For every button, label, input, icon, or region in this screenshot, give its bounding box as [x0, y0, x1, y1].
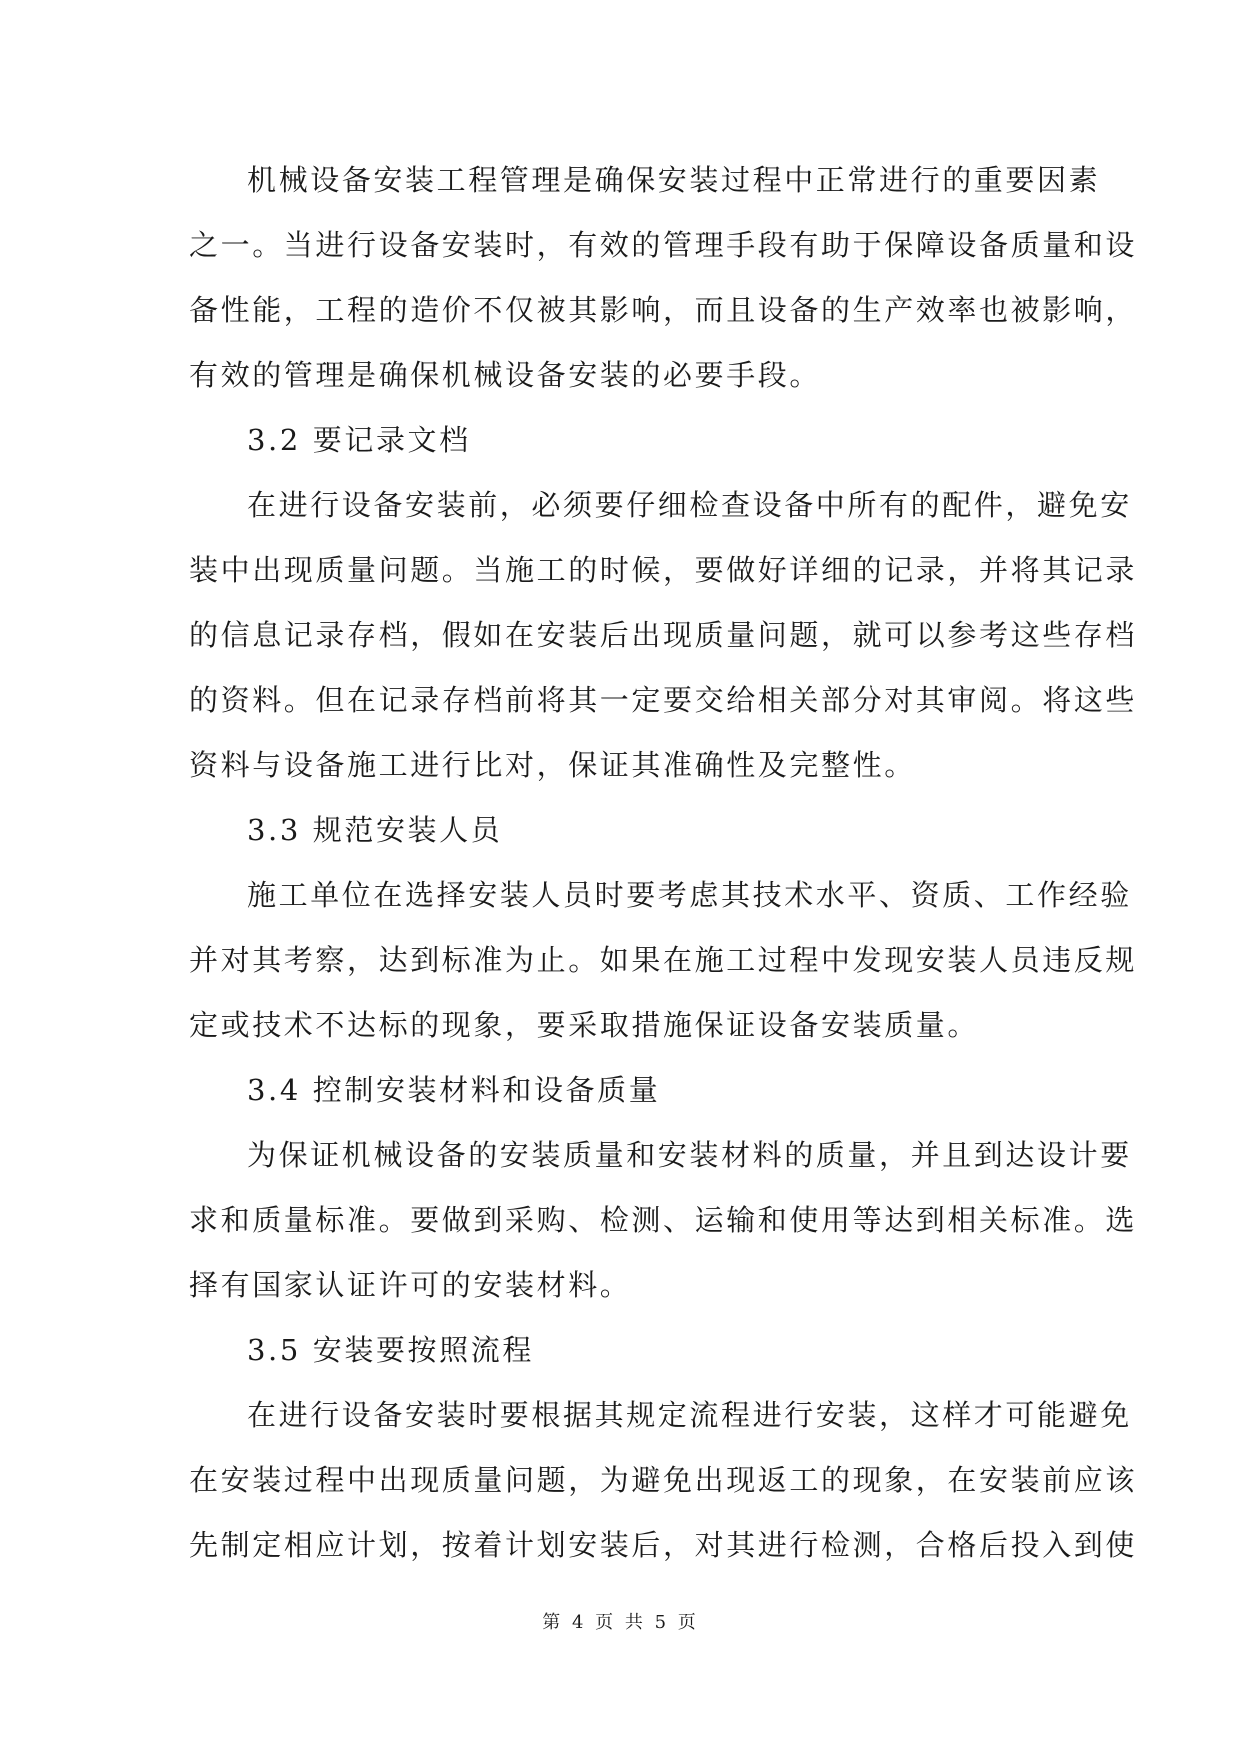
section-heading-3-4: 3.4 控制安装材料和设备质量	[247, 1073, 661, 1107]
text-line: 施工单位在选择安装人员时要考虑其技术水平、资质、工作经验	[247, 878, 1132, 912]
page-number-footer: 第 4 页 共 5 页	[542, 1612, 699, 1633]
text-line: 求和质量标准。要做到采购、检测、运输和使用等达到相关标准。选	[189, 1203, 1138, 1237]
text-line: 为保证机械设备的安装质量和安装材料的质量，并且到达设计要	[247, 1138, 1132, 1172]
text-line: 的信息记录存档，假如在安装后出现质量问题，就可以参考这些存档	[189, 618, 1138, 652]
text-line: 有效的管理是确保机械设备安装的必要手段。	[189, 358, 822, 392]
text-line: 先制定相应计划，按着计划安装后，对其进行检测，合格后投入到使	[189, 1528, 1138, 1562]
text-line: 在进行设备安装时要根据其规定流程进行安装，这样才可能避免	[247, 1398, 1132, 1432]
text-line: 备性能，工程的造价不仅被其影响，而且设备的生产效率也被影响，	[189, 293, 1138, 327]
document-body	[189, 158, 1138, 1588]
text-line: 在进行设备安装前，必须要仔细检查设备中所有的配件，避免安	[247, 488, 1132, 522]
text-line: 的资料。但在记录存档前将其一定要交给相关部分对其审阅。将这些	[189, 683, 1138, 717]
text-line: 在安装过程中出现质量问题，为避免出现返工的现象，在安装前应该	[189, 1463, 1138, 1497]
text-line: 择有国家认证许可的安装材料。	[189, 1268, 632, 1302]
text-line: 之一。当进行设备安装时，有效的管理手段有助于保障设备质量和设	[189, 228, 1138, 262]
text-line: 装中出现质量问题。当施工的时候，要做好详细的记录，并将其记录	[189, 553, 1138, 587]
text-line: 并对其考察，达到标准为止。如果在施工过程中发现安装人员违反规	[189, 943, 1138, 977]
section-heading-3-2: 3.2 要记录文档	[247, 423, 471, 457]
text-line: 资料与设备施工进行比对，保证其准确性及完整性。	[189, 748, 916, 782]
text-line: 机械设备安装工程管理是确保安装过程中正常进行的重要因素	[247, 163, 1101, 197]
section-heading-3-3: 3.3 规范安装人员	[247, 813, 503, 847]
section-heading-3-5: 3.5 安装要按照流程	[247, 1333, 534, 1367]
text-line: 定或技术不达标的现象，要采取措施保证设备安装质量。	[189, 1008, 980, 1042]
